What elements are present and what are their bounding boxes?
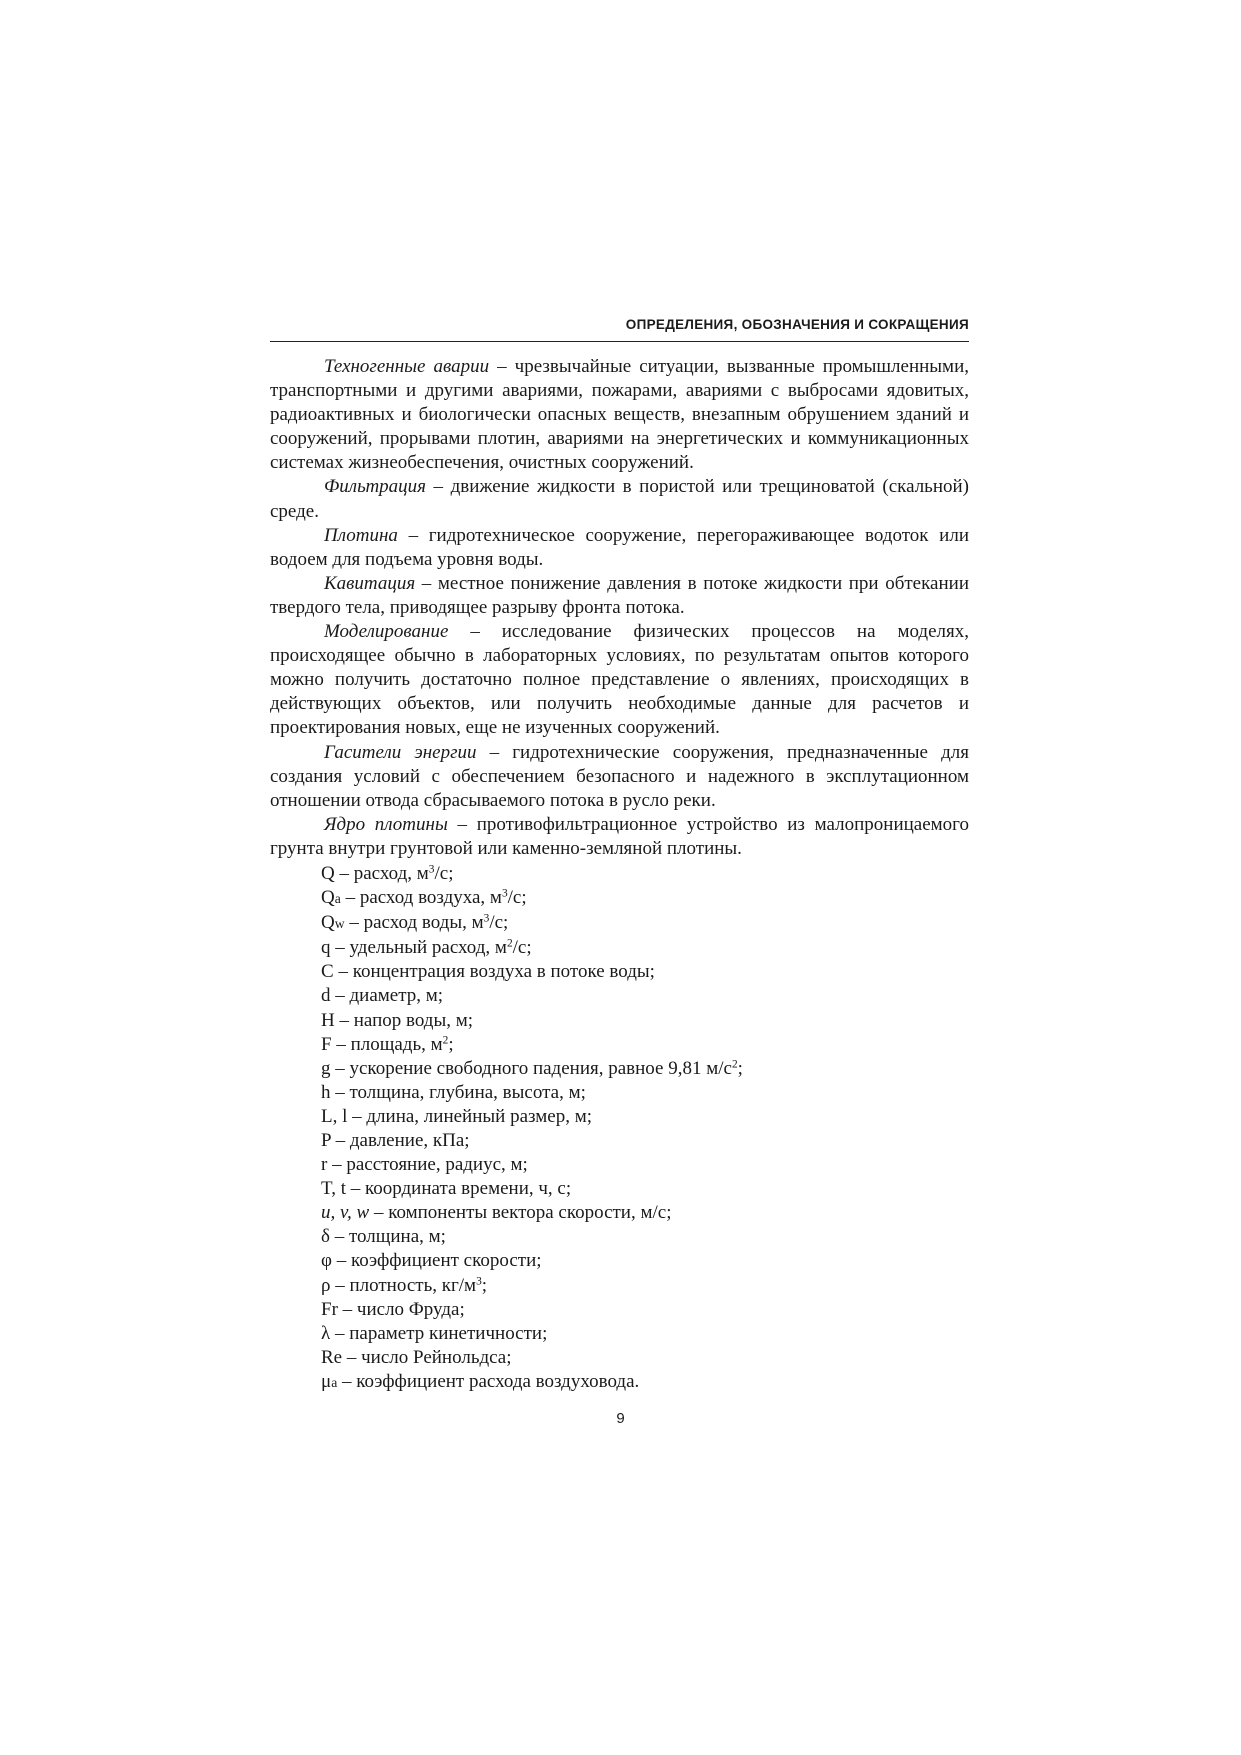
symbol-name: T, t — [321, 1178, 346, 1200]
definition-text: – движение жидкости в пористой или трещиноватой (скальной) среде. — [270, 476, 969, 522]
symbol-name: L, l — [321, 1105, 348, 1127]
definition-paragraph — [270, 475, 969, 523]
symbol-name: F — [321, 1033, 332, 1055]
symbol-description: – толщина, глубина, высота, м; — [330, 1081, 586, 1103]
symbol-item — [270, 1201, 969, 1225]
symbol-description: – диаметр, м; — [330, 985, 444, 1007]
symbol-item — [270, 936, 969, 960]
symbol-description: – расход воды, м — [344, 912, 484, 934]
symbol-unit-tail: /с; — [512, 937, 532, 959]
unit-superscript: 3 — [483, 912, 490, 925]
symbol-name: q — [321, 937, 331, 959]
symbol-name: Q — [321, 912, 335, 934]
symbol-unit-tail: /с; — [489, 912, 509, 934]
definition-term: Фильтрация — [324, 476, 427, 498]
symbol-item — [270, 1177, 969, 1201]
symbol-description: – расстояние, радиус, м; — [327, 1154, 528, 1176]
running-header — [270, 315, 969, 342]
unit-superscript: 3 — [428, 863, 435, 876]
symbol-unit-tail: /с; — [507, 887, 527, 909]
symbol-name: δ — [321, 1226, 330, 1248]
symbol-description: – расход воздуха, м — [340, 887, 502, 909]
symbol-name: ρ — [321, 1274, 331, 1296]
symbol-description: – координата времени, ч, с; — [345, 1178, 572, 1200]
symbol-name: r — [321, 1154, 328, 1176]
symbol-unit-tail: /с; — [434, 862, 454, 884]
symbol-description: – концентрация воздуха в потоке воды; — [333, 961, 655, 983]
definition-paragraph — [270, 524, 969, 572]
symbol-name: μ — [321, 1370, 332, 1392]
symbol-name: Q — [321, 862, 335, 884]
definition-paragraph — [270, 355, 969, 475]
symbol-item — [270, 1033, 969, 1057]
symbol-name: d — [321, 985, 331, 1007]
definition-term: Моделирование — [324, 621, 449, 643]
definition-text: – исследование физических процессов на моделях, происходящее обычно в лабораторных условиях, по результатам опытов которого можно получить достаточно полное представление о явлениях, происходящих в действующих объектов, или получить необходимые данные для расчетов и проектирования новых, еще не изученных сооружений. — [270, 621, 969, 739]
symbol-name: Re — [321, 1346, 343, 1368]
definition-text: – чрезвычайные ситуации, вызванные промышленными, транспортными и другими авариями, пожарами, авариями с выбросами ядовитых, радиоактивных и биологически опасных веществ, внезапным обрушением зданий и сооружений, прорывами плотин, авариями на энергетических и коммуникационных системах жизнеобеспечения, очистных сооружений. — [270, 356, 969, 474]
definition-term: Техногенные аварии — [324, 356, 490, 377]
symbol-item — [270, 1153, 969, 1177]
symbol-name: Q — [321, 887, 335, 909]
page-body — [270, 355, 969, 1395]
page-number: 9 — [616, 1410, 625, 1427]
definition-term: Кавитация — [324, 572, 416, 594]
definitions-list — [270, 355, 969, 861]
symbol-name: φ — [321, 1250, 332, 1272]
symbol-description: – коэффициент расхода воздуховода. — [337, 1370, 640, 1392]
definition-text: – местное понижение давления в потоке жидкости при обтекании твердого тела, приводящее разрыву фронта потока. — [270, 572, 969, 618]
symbol-description: – коэффициент скорости; — [331, 1250, 542, 1272]
symbol-name: g — [321, 1057, 331, 1079]
unit-superscript: 2 — [506, 937, 513, 950]
symbol-description: – число Рейнольдса; — [342, 1346, 512, 1368]
symbol-item — [270, 862, 969, 886]
symbol-description: – напор воды, м; — [334, 1009, 474, 1031]
symbol-item — [270, 1322, 969, 1346]
symbol-item — [270, 1225, 969, 1249]
definition-paragraph — [270, 572, 969, 620]
symbol-description: – длина, линейный размер, м; — [347, 1105, 593, 1127]
symbol-item — [270, 1081, 969, 1105]
definition-term: Плотина — [324, 524, 398, 546]
running-header-title: ОПРЕДЕЛЕНИЯ, ОБОЗНАЧЕНИЯ И СОКРАЩЕНИЯ — [625, 317, 969, 332]
symbol-description: – параметр кинетичности; — [330, 1322, 548, 1344]
symbol-item — [270, 1129, 969, 1153]
symbol-description: – толщина, м; — [329, 1226, 446, 1248]
symbol-item — [270, 1274, 969, 1298]
symbol-item — [270, 1009, 969, 1033]
definition-text: – гидротехнические сооружения, предназначенные для создания условий с обеспечением безопасного и надежного в эксплутационном отношении отвода сбрасываемого потока в русло реки. — [270, 741, 969, 811]
symbol-description: – ускорение свободного падения, равное 9,81 м/с — [330, 1057, 732, 1079]
symbol-item — [270, 984, 969, 1008]
symbol-description: – расход, м — [334, 862, 429, 884]
definition-term: Гасители энергии — [324, 741, 477, 763]
symbol-name: H — [321, 1009, 335, 1031]
symbol-description: – плотность, кг/м — [330, 1274, 477, 1296]
unit-superscript: 3 — [501, 887, 508, 900]
symbol-subscript: w — [334, 916, 345, 932]
symbol-name: P — [321, 1130, 331, 1151]
symbol-description: – площадь, м — [331, 1033, 443, 1055]
symbol-description: – давление, кПа; — [330, 1130, 470, 1151]
symbol-name: h — [321, 1081, 331, 1103]
definition-paragraph — [270, 741, 969, 813]
definition-text: – гидротехническое сооружение, перегораживающее водоток или водоем для подъема уровня воды. — [270, 524, 969, 570]
symbol-description: – удельный расход, м — [330, 937, 507, 959]
symbol-unit-tail: ; — [481, 1274, 488, 1296]
definition-paragraph — [270, 620, 969, 740]
symbol-item — [270, 1249, 969, 1273]
symbol-name: u, v, w — [321, 1202, 370, 1224]
symbol-item — [270, 911, 969, 936]
symbols-list — [270, 862, 969, 1395]
symbol-name: λ — [321, 1322, 331, 1344]
symbol-subscript: a — [331, 1374, 338, 1390]
symbol-item — [270, 886, 969, 911]
symbol-subscript: a — [334, 891, 341, 907]
symbol-name: C — [321, 961, 334, 983]
symbol-item — [270, 1105, 969, 1129]
definition-paragraph — [270, 813, 969, 861]
definition-text: – противофильтрационное устройство из малопроницаемого грунта внутри грунтовой или каменно-земляной плотины. — [270, 813, 969, 859]
symbol-description: – компоненты вектора скорости, м/с; — [369, 1202, 672, 1224]
symbol-unit-tail: ; — [448, 1033, 454, 1055]
symbol-unit-tail: ; — [737, 1057, 743, 1079]
unit-superscript: 2 — [731, 1058, 738, 1071]
symbol-name: Fr — [321, 1298, 338, 1320]
definition-term: Ядро плотины — [324, 813, 448, 835]
symbol-item — [270, 1298, 969, 1322]
symbol-description: – число Фруда; — [337, 1298, 465, 1320]
symbol-item — [270, 1346, 969, 1370]
symbol-item — [270, 1370, 969, 1395]
symbol-item — [270, 1057, 969, 1081]
unit-superscript: 3 — [476, 1275, 482, 1288]
unit-superscript: 2 — [442, 1034, 449, 1047]
symbol-item — [270, 960, 969, 984]
